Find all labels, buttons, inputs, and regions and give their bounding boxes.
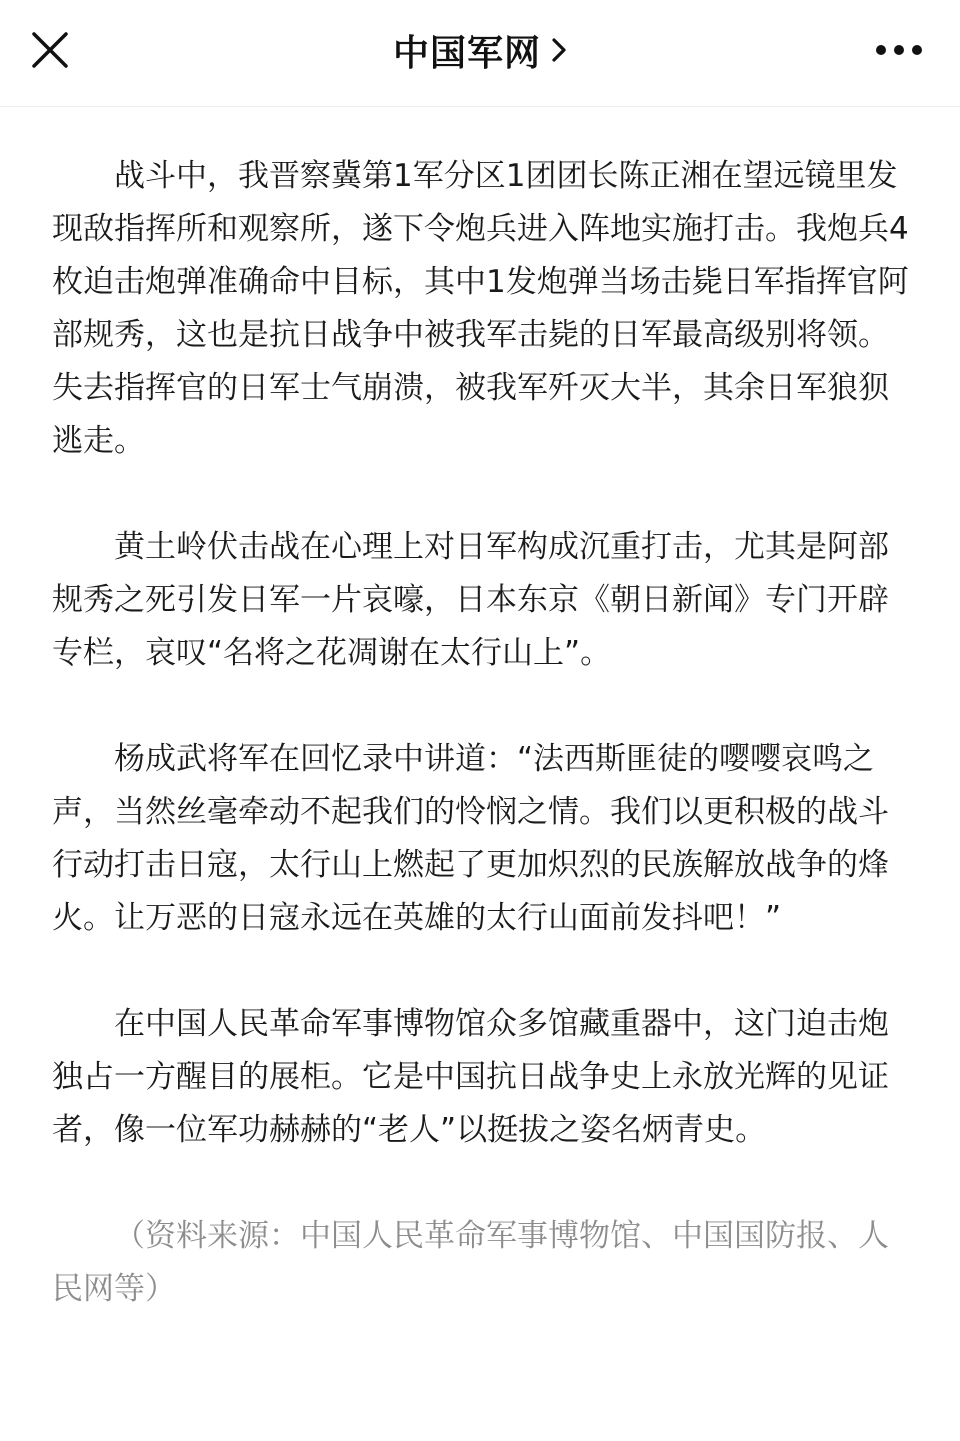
- article-paragraph-3: 杨成武将军在回忆录中讲道：“法西斯匪徒的嘤嘤哀鸣之声，当然丝毫牵动不起我们的怜悯之情。我们以更积极的战斗行动打击日寇，太行山上燃起了更加炽烈的民族解放战争的烽火。让万恶的日寇永远在英雄的太行山面前发抖吧！”: [52, 741, 889, 936]
- article-paragraph-4: 在中国人民革命军事博物馆众多馆藏重器中，这门迫击炮独占一方醒目的展柜。它是中国抗日战争史上永放光辉的见证者，像一位军功赫赫的“老人”以挺拔之姿名炳青史。: [52, 1006, 889, 1148]
- page-title: 中国军网: [392, 32, 541, 74]
- account-title-link[interactable]: [393, 25, 567, 76]
- article-body: [52, 150, 918, 1316]
- more-horizontal-icon: [874, 38, 924, 62]
- close-icon: [28, 28, 72, 72]
- more-options-button[interactable]: [874, 38, 924, 62]
- article-source-note: （资料来源：中国人民革命军事博物馆、中国国防报、人民网等）: [52, 1218, 889, 1307]
- top-navigation-bar: [0, 0, 960, 107]
- close-button[interactable]: [28, 28, 72, 72]
- article-paragraph-2: 黄土岭伏击战在心理上对日军构成沉重打击，尤其是阿部规秀之死引发日军一片哀嚎，日本东京《朝日新闻》专门开辟专栏，哀叹“名将之花凋谢在太行山上”。: [52, 529, 889, 671]
- article-paragraph-1: 战斗中，我晋察冀第1军分区1团团长陈正湘在望远镜里发现敌指挥所和观察所，遂下令炮兵进入阵地实施打击。我炮兵4枚迫击炮弹准确命中目标，其中1发炮弹当场击毙日军指挥官阿部规秀，这也是抗日战争中被我军击毙的日军最高级别将领。失去指挥官的日军士气崩溃，被我军歼灭大半，其余日军狼狈逃走。: [52, 158, 909, 459]
- chevron-right-icon: [551, 36, 567, 64]
